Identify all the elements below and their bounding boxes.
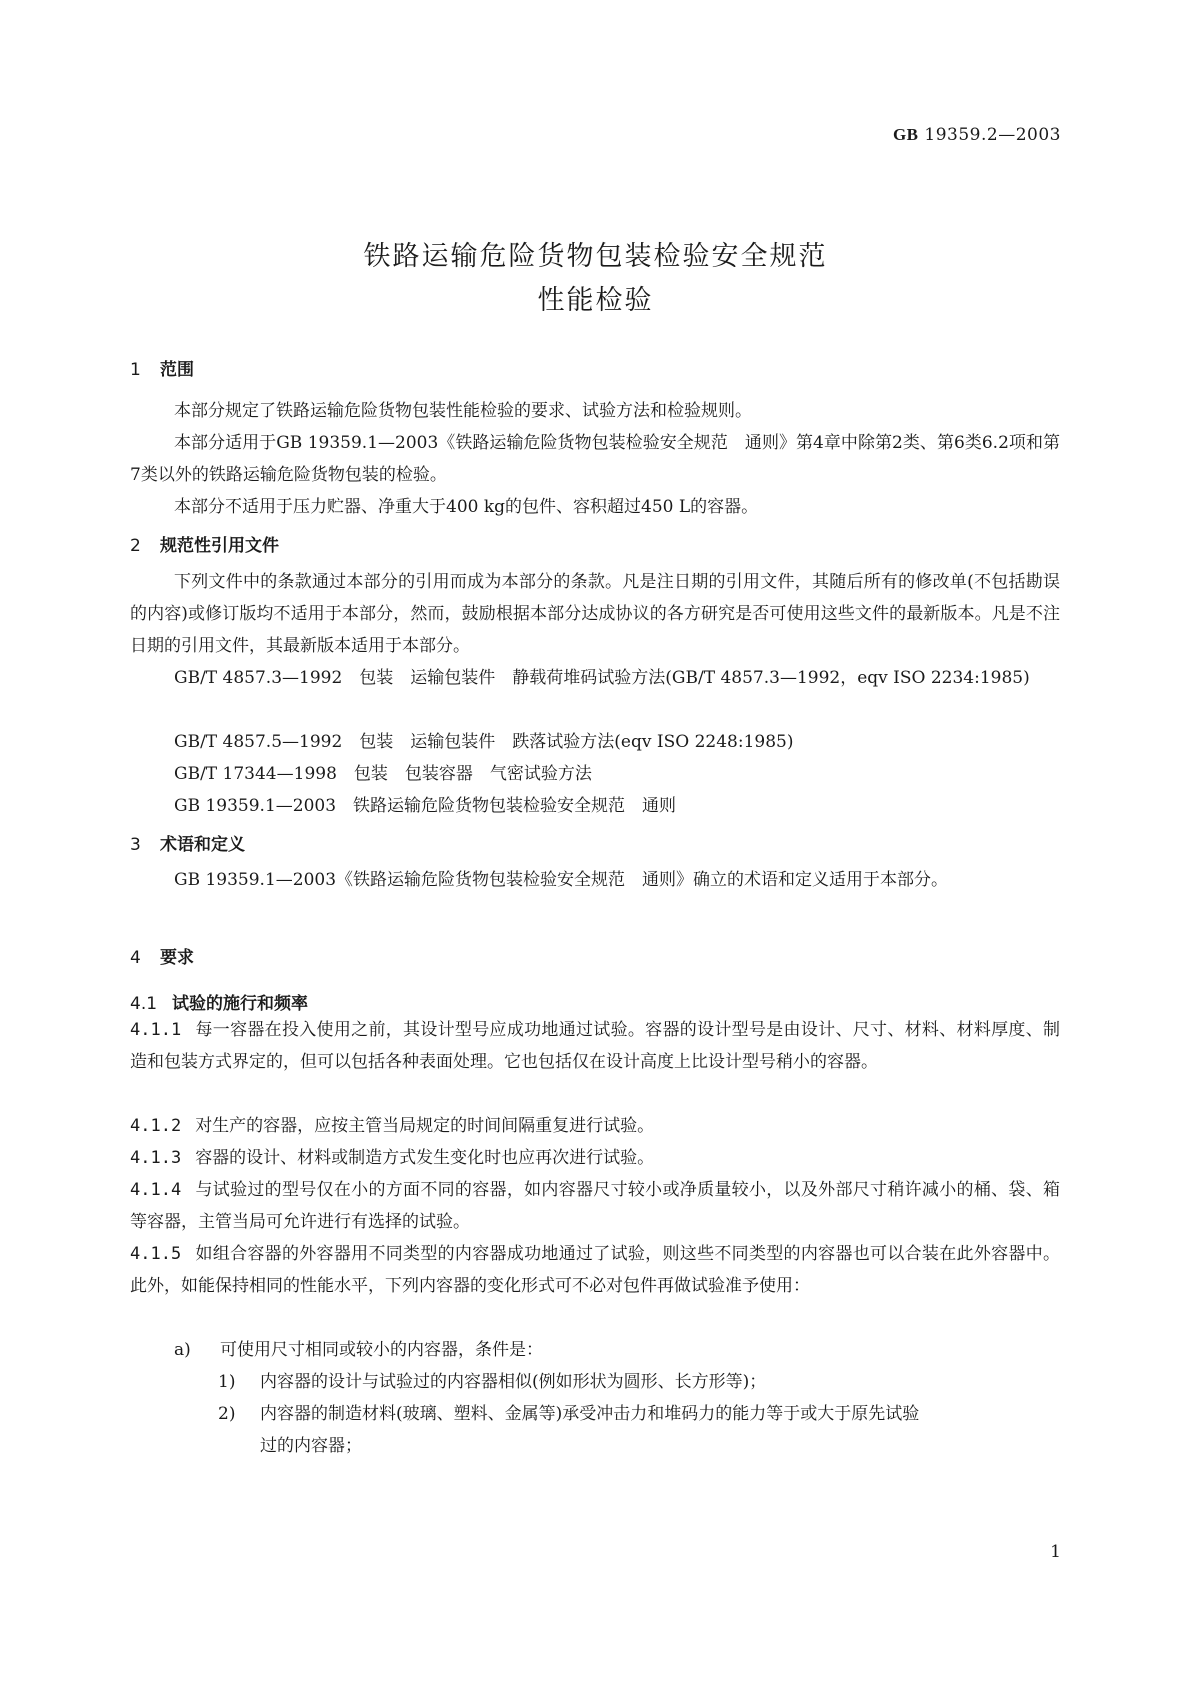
document-title: 铁路运输危险货物包装检验安全规范 [363,241,828,272]
reference-item: GB/T 17344—1998 包装 包装容器 气密试验方法 [174,764,592,784]
page-number: 1 [1050,1542,1061,1562]
clause-4-1-3: 4.1.3 容器的设计、材料或制造方式发生变化时也应再次进行试验。 [130,1148,655,1168]
reference-item: GB/T 4857.5—1992 包装 运输包装件 跌落试验方法(eqv ISO 2248:1985) [174,732,794,752]
section-2-heading: 2 规范性引用文件 [130,536,279,556]
section-2-paragraph-1: 下列文件中的条款通过本部分的引用而成为本部分的条款。凡是注日期的引用文件，其随后所有的修改单(不包括勘误的内容)或修订版均不适用于本部分，然而，鼓励根据本部分达成协议的各方研究是否可使用这些文件的最新版本。凡是不注日期的引用文件，其最新版本适用于本部分。 [130,572,1060,656]
standard-code [893,125,1061,145]
list-item-2-continuation: 过的内容器； [260,1436,362,1456]
reference-item: GB 19359.1—2003 铁路运输危险货物包装检验安全规范 通则 [174,796,677,816]
list-item-1: 1) 内容器的设计与试验过的内容器相似(例如形状为圆形、长方形等)； [218,1372,767,1392]
clause-4-1-4: 4.1.4 与试验过的型号仅在小的方面不同的容器，如内容器尺寸较小或净质量较小，以及外部尺寸稍许减小的桶、袋、箱等容器，主管当局可允许进行有选择的试验。 [130,1180,1060,1232]
section-1-paragraph-1: 本部分规定了铁路运输危险货物包装性能检验的要求、试验方法和检验规则。 [174,401,752,421]
section-3-heading: 3 术语和定义 [130,835,245,855]
section-3-paragraph-1: GB 19359.1—2003《铁路运输危险货物包装检验安全规范 通则》确立的术语和定义适用于本部分。 [174,870,949,890]
standard-number: 19359.2—2003 [924,125,1061,145]
clause-4-1-1: 4.1.1 每一容器在投入使用之前，其设计型号应成功地通过试验。容器的设计型号是由设计、尺寸、材料、材料厚度、制造和包装方式界定的，但可以包括各种表面处理。它也包括仅在设计高度上比设计型号稍小的容器。 [130,1020,1060,1072]
clause-4-1-5: 4.1.5 如组合容器的外容器用不同类型的内容器成功地通过了试验，则这些不同类型的内容器也可以合装在此外容器中。此外，如能保持相同的性能水平，下列内容器的变化形式可不必对包件再做试验准予使用： [130,1244,1060,1296]
section-1-paragraph-2: 本部分适用于GB 19359.1—2003《铁路运输危险货物包装检验安全规范 通则》第4章中除第2类、第6类6.2项和第7类以外的铁路运输危险货物包装的检验。 [130,433,1060,485]
list-item-a: a) 可使用尺寸相同或较小的内容器，条件是： [174,1340,543,1360]
document-subtitle: 性能检验 [537,285,654,316]
section-4-heading: 4 要求 [130,948,194,968]
reference-item: GB/T 4857.3—1992 包装 运输包装件 静载荷堆码试验方法(GB/T 4857.3—1992，eqv ISO 2234:1985) [174,668,1030,688]
section-1-paragraph-3: 本部分不适用于压力贮器、净重大于400 kg的包件、容积超过450 L的容器。 [174,497,759,517]
clause-4-1-2: 4.1.2 对生产的容器，应按主管当局规定的时间间隔重复进行试验。 [130,1116,655,1136]
list-item-2: 2) 内容器的制造材料(玻璃、塑料、金属等)承受冲击力和堆码力的能力等于或大于原先试验 过的内容器； [218,1398,1060,1462]
section-1-heading: 1 范围 [130,360,194,380]
standard-prefix: GB [892,125,919,144]
subsection-4-1-heading: 4.1 试验的施行和频率 [130,994,308,1014]
